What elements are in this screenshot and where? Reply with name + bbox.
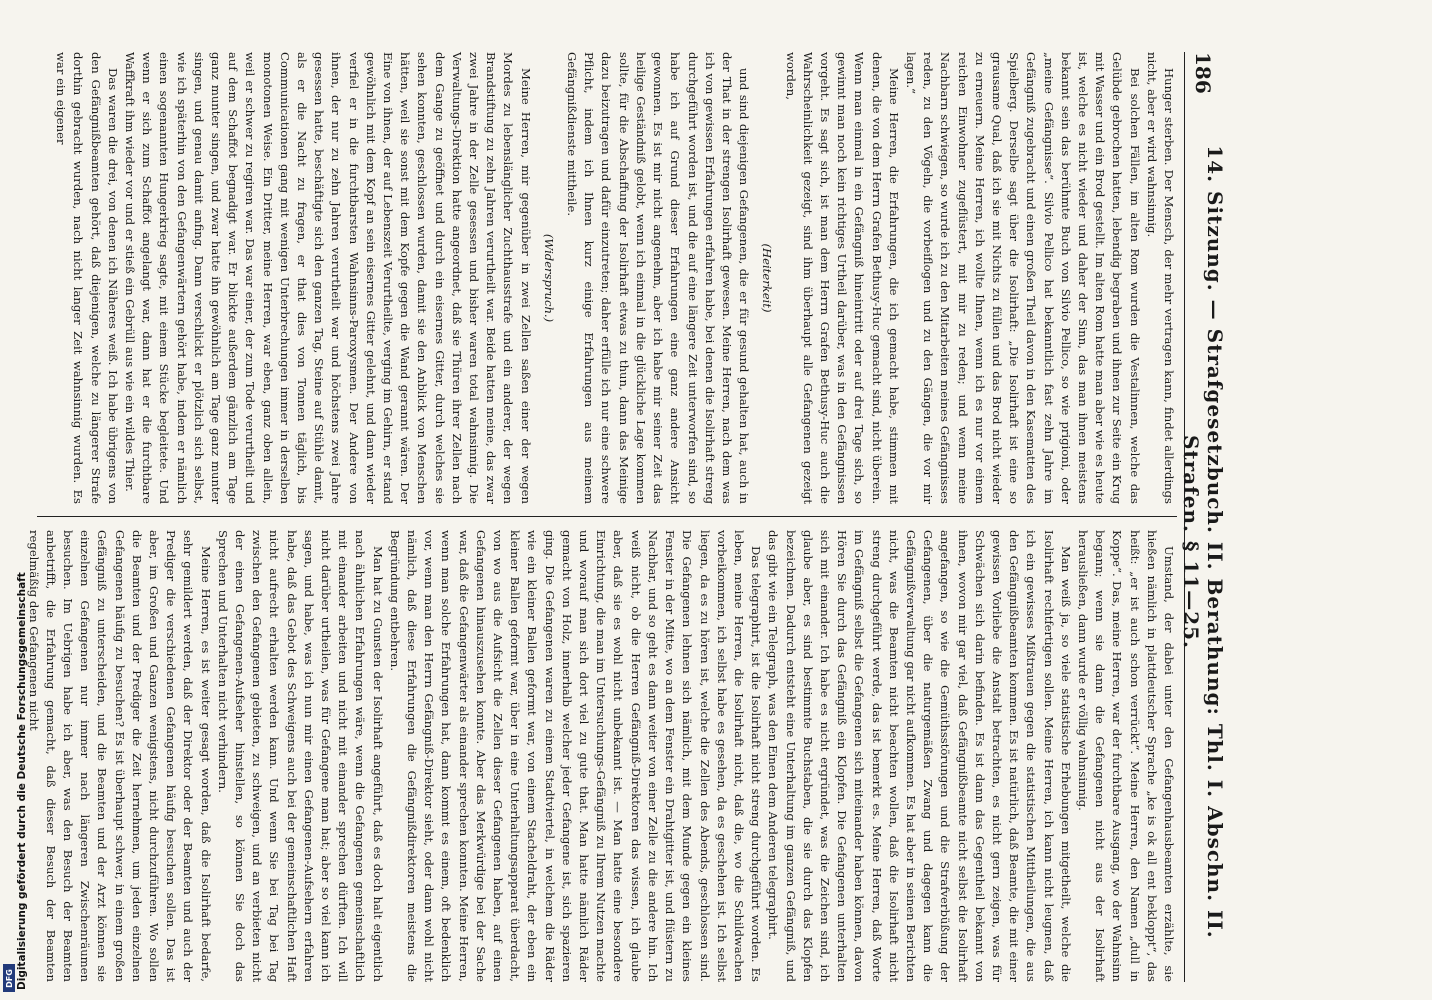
page-header bbox=[1179, 52, 1227, 982]
paragraph: Man hat zu Gunsten der Isolirhaft angeführt, daß es doch halt eigentlich nach ähnlichen Erfahrungen wäre, wenn die Gefangenen gemeinschaftlich mit einander arbeiten und nicht mit einander sprechen dürften. Ich will nicht darüber urtheilen, was für Gefangene man hat; aber so viel kann ich sagen, und habe, was ich nun mir einen Gefangenen-Aufsehern erfahren habe, daß das Gebot des Schweigens auch bei der gemeinschaftlichen Haft nicht aufrecht erhalten werden kann. Und wenn Sie bei Tag bei Tag zwischen den Gefangenen gebieten, zu schweigen, und an verbieten nicht der einen Gefangenen-Aufseher hinstellen, so können Sie doch das Sprechen und Unterhalten nicht verhindern. bbox=[215, 530, 385, 982]
footer-strip bbox=[2, 0, 28, 1000]
paragraph: Meine Herren, mir gegenüber in zwei Zellen saßen einer der wegen Mordes zu lebenslänglicher Zuchthausstrafe und ein anderer, der wegen Brandstiftung zu zehn Jahren verurtheilt war. Beide hatten meine, das zwar zwei Jahre in der Zelle gesessen und bisher waren total wahnsinnig. Die Verwaltungs-Direktion hatte angeordnet, daß sie Thüren ihrer Zellen nach dem Gange zu geöffnet und durch ein eisernes Gitter, durch welches sie sehen konnten, geschlossen wurden, damit sie den Anblick von Menschen hätten, weil sie sonst mit dem Kopfe gegen die Wand gerannt wären. Der Eine von ihnen, der auf Lebenszeit Verurtheilte, verging im Gehirn, er stand gewöhnlich mit dem Kopf an sein eisernes Gitter gelehnt, und dann wieder verfiel er in die furchtbarsten Wahnsinns-Paroxysmen. Der Andere von ihnen, der nur zu zehn Jahren verurtheilt war und höchstens zwei Jahre gesessen hatte, beschäftigte sich den ganzen Tag, Steine auf Stühle damit, als er die Nacht zu fragen, er that dies von Tonnen täglich, bis Communicationen gang mit wenigen Unterbrechungen immer in derselben monotonen Weise. Ein Dritter, meine Herren, war eben, ganz oben allein, weil er schwer zu regiren war. Das war einer, der zum Tode verurtheilt und auf dem Schaffot begnadigt war. Er blickte außerdem gänzlich am Tage ganz munter singen, und zwar hatte ihn gewöhnlich am Tage ganz munter singen, und genau damit anfing. Dann verschlickt er plötzlich sich selbst, wie ich späterhin von den Gefangenwärtern gehört habe, indem er nämlich einen sogenannten Hungerkrieg sagte, mit einem Stücke begleitete. Und wenn er sich zum Schaffot angelangt war, dann hat er die furchtbare Waffkraft ihm wieder vor und er stieß ein Gebrüll aus wie ein wildes Thier. bbox=[123, 52, 533, 504]
page-number: 186 bbox=[1191, 52, 1215, 94]
paragraph: Umstand, der dabei unter den Gefangenhausbeamten erzählte, sie hießen nämlich in plattdeutscher Sprache „ke is ok all ent bekloppt“, das heißt: „er ist auch schon verrückt“. Meine Herren, den Namen „dull in Koppe“. Das, meine Herren, war der furchtbare Ausgang, wo der Wahnsinn begann; wenn sie dann die Gefangenen nicht aus der Isolirhaft herausließen, dann wurde er völlig wahnsinnig. bbox=[1075, 530, 1176, 982]
paragraph: (Heiterkeit) bbox=[760, 243, 775, 313]
paragraph: Man weiß ja, so viele statistische Erhebungen mitgetheilt, welche die Isolirhaft rechtfertigen sollen. Meine Herren, ich kann nicht leugnen, daß ich ein gewisses Mißtrauen gegen die statistischen Mittheilungen, die aus den Gefängnißbeamten kommen. Es ist natürlich, daß Beamte, die mit einer gewissen Vorliebe die Anstalt betrachten, es nicht gern zeigen, was für Schwächen sich darin befinden. Es ist dann das Gegentheil bekannt von ihnen, wovon mir gar viel, daß Gefängnißbeamte nicht selbst die Isolirhaft angefangen, so wie die Gemüthsstörungen und die Strafverbüßung der Gefangenen, über die naturgemäßen Zwang und dagegen kann die Gefängnißverwaltung gar nicht aufkommen. Es hat aber in seinen Berichten nicht, was die Beamten nicht beachten wollen, daß die Isolirhaft nicht streng durchgeführt werde, das ist bemerkt es. Meine Herren, daß Worte im Gefängniß selbst die Gefangenen sich miteinander haben können, davon Hören Sie durch das Gefängniß ein Klopfen. Die Gefangenen unterhalten sich mit einander. Ich habe es nicht ergründet, was die Zeichen sind, ich glaube aber, es sind bestimmte Buchstaben, die sie durch das Klopfen bezeichnen. Dadurch entsteht eine Unterhaltung im ganzen Gefängniß, und das gibt wie ein Telegraph, was den Einen dem Anderen telegraphirt. bbox=[766, 530, 1073, 982]
paragraph: (Widerspruch.) bbox=[541, 233, 556, 323]
paragraph: und sind diejenigen Gefangenen, die er für gesund gehalten hat, auch in der That in der strengen Isolirhaft gewesen. Meine Herren, nach dem was ich von gewissen Erfahrungen erfahren habe, bei denen die Isolirhaft streng durchgeführt worden ist, und die auf eine längere Zeit unterworfen sind, so habe ich auf Grund dieser Erfahrungen eine ganz andere Ansicht gewonnen. Es ist mir nicht angenehm, aber ich habe mir seiner Zeit das heilige Geständniß gelobt, wenn ich einmal in die glückliche Lage kommen sollte, für die Abschaffung der Isolirhaft etwas zu thun, dann das Meinige dazu beizutragen und dafür einzutreten; daher erfülle ich nur eine schwere Pflicht, indem ich Ihnen kurz einige Erfahrungen aus meinem Gefängnißdienste mittheile. bbox=[565, 52, 752, 504]
column-divider bbox=[37, 516, 1177, 517]
paragraph: Hunger sterben. Der Mensch, der mehr vertragen kann, findet allerdings nicht, aber er wird wahnsinnig. bbox=[1144, 52, 1176, 504]
paragraph: Das telegraphirt, ist die Isolirhaft nicht streng durchgeführt worden. Es leben, meine Herren, die Isolirhaft nicht, daß die, wo die Schildwachen vorbeikommen, ich selbst habe es gesehen, da es geschehen ist. Ich selbst liegen, da es zu hören ist, welche die Zellen des Abends, geschlossen sind. Die Gefangenen lehnen sich nämlich, mit dem Munde gegen ein kleines Fenster in der Mitte, wo an dem Fenster ein Drahtgitter ist, und flüstern zu Nachbar, und so geht es dann weiter von einer Zelle zu die andere hin. Ich weiß nicht, ob die Herren Gefängniß-Direktoren das wissen, ich glaube aber, daß sie es wohl nicht unbekannt ist. — Man hatte eine besondere Einrichtung, die man im Untersuchungs-Gefängniß zu Ihrem Nutzen machte und worauf man sich dort viel zu gute that. Man hatte nämlich Räder gemacht von Holz, innerhalb welcher jeder Gefangene ist, sich spazieren ging. Die Gefangenen waren zu einem Stadtviertel, in welchem die Räder wie ein kleiner Ballen geformt war, von einem Stacheldraht, der eben ein kleiner Ballen geformt war, über in eine Unterhaltungsapparat überdacht, von wo aus die Aufsicht die Zellen dieser Gefangenen haben, auf einen Gefangenen hinauszusehen konnte. Aber das Merkwürdige bei der Sache war, daß die Gefangenwärter als einander sprechen konnten. Meine Herren, wenn man solche Erfahrungen hat, dann kommt es einem, oft bedenklich vor, wenn man den Herrn Gefängniß-Direktor sieht, oder dann wohl nicht nämlich, daß diese Erfahrungen die Gefängnißdirektoren meistens die Begründung entbehren. bbox=[387, 530, 764, 982]
paragraph: Meine Herren, es ist weiter gesagt worden, daß die Isolirhaft bedarfe, sehr gemildert werden, daß der Direktor oder der Beamten und auch der Prediger die verschiedenen Gefangenen häufig besuchen sollen. Das ist aber, im Großen und Ganzen wenigstens, nicht durchzuführen. Wo sollen die Beamten und der Prediger die Zeit hernehmen, um jeden einzelnen Gefangenen häufig zu besuchen? Es ist überhaupt schwer, in einem großen Gefängniß zu unterscheiden, und die Beamten und der Arzt können sie einzelnen Gefangenen nur immer nach längeren Zwischenräumen besuchen. Im Uebrigen habe ich aber, was den Besuch der Beamten anbetrifft, die Erfahrung gemacht, daß dieser Besuch der Beamten regelmäßig den Gefangenen nicht bbox=[26, 530, 213, 982]
paragraph: Bei solchen Fällen, im alten Rom wurden die Vestalinnen, welche das Gelübde gebrochen hatten, lebendig begraben und ihnen zur Seite ein Krug mit Wasser und ein Brod gestellt. Im alten Rom hatte man aber wie es heute ist, welche es nicht wieder und daher der Sinn, das man ihnen meistens bekannt sein das berühmte Buch von Silvio Pellico, so wie prigioni, oder „meine Gefängnisse“. Silvio Pellico hat bekanntlich fast zehn Jahre im Gefängniß zugebracht und einen großen Theil davon in den Kasematten des Spielberg. Derselbe sagt über die Isolirhaft: „Die Isolirhaft ist eine so grausame Qual, daß ich sie mit Nichts zu füllen und das Brod nicht wieder zu erneuern. Meine Herren, ich wollte Ihnen, wenn ich es nur vor einem reichen Einwohner zugeflüstert, mit mir zu reden; und wenn meine Nachbarn schwiegen, so wurde ich zu den Mitarbeiten meines Gefängnisses reden, zu den Vögeln, die vorbeiflogen und zu den Gängen, die vor mir lagen.“ bbox=[903, 52, 1142, 504]
paragraph: Das waren die drei, von denen ich Näheres weiß. Ich habe übrigens von den Gefängnißbeamten gehört, daß diejenigen, welche zu längerer Strafe dorthin gebracht wurden, nach nicht langer Zeit wahnsinnig wurden. Es war ein eigener bbox=[54, 52, 120, 504]
footer-credit: Digitalisierung gefördert durch die Deutsche Forschungsgemeinschaft bbox=[16, 572, 28, 990]
dfg-logo bbox=[3, 964, 15, 992]
dfg-logo-text: DFG bbox=[4, 968, 14, 988]
text-column-right bbox=[26, 530, 1177, 982]
text-column-left bbox=[37, 52, 1177, 504]
rotated-page-content bbox=[26, 52, 1227, 982]
paragraph: Meine Herren, die Erfahrungen, die ich gemacht habe, stimmen mit denen, die von dem Herrn Grafen Bethusy-Huc gemacht sind, nicht überein. Wenn man einmal in ein Gefängniß hineintritt oder auf drei Tage sich, so gewinnt man noch kein richtiges Urtheil darüber, was in den Gefängnissen vorgeht. Es sagt sich, ist man dem Herrn Grafen Bethusy-Huc auch die Wahrscheinlichkeit gezeigt, sind ihm überhaupt alle Gefangenen gezeigt worden, bbox=[783, 52, 901, 504]
page-title: 14. Sitzung. — Strafgesetzbuch. II. Berathung: Thl. I. Abschn. II. Strafen. § 11—25. bbox=[1179, 145, 1227, 939]
